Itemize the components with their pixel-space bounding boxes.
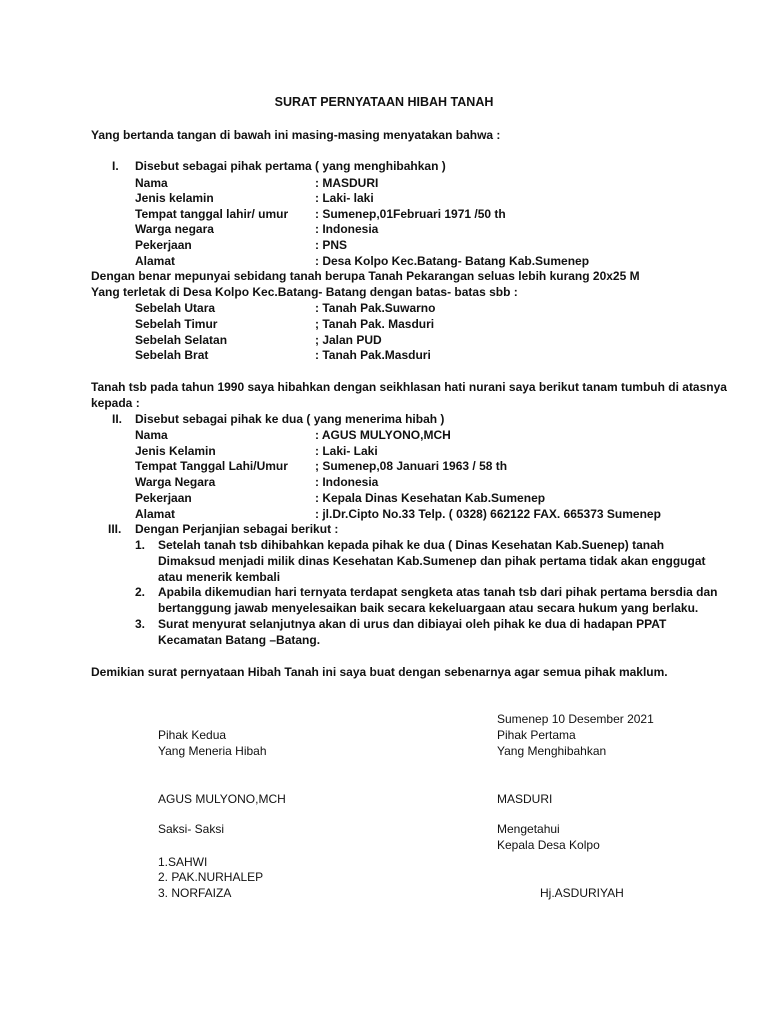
field-value: : AGUS MULYONO,MCH bbox=[315, 428, 451, 442]
village-head-title: Kepala Desa Kolpo bbox=[497, 838, 600, 852]
section1-field-occupation bbox=[135, 238, 695, 254]
field-label: Jenis Kelamin bbox=[135, 444, 216, 458]
section3-roman: III. bbox=[108, 522, 122, 536]
field-value: : Indonesia bbox=[315, 475, 379, 489]
section2-heading: Disebut sebagai pihak ke dua ( yang menerima hibah ) bbox=[135, 412, 445, 426]
field-label: Tempat tanggal lahir/ umur bbox=[135, 207, 289, 221]
second-party-name: AGUS MULYONO,MCH bbox=[158, 792, 286, 806]
field-value: : jl.Dr.Cipto No.33 Telp. ( 0328) 662122 FAX. 665373 Sumenep bbox=[315, 507, 661, 521]
boundary-value: ; Jalan PUD bbox=[315, 333, 382, 347]
boundary-east bbox=[135, 317, 695, 333]
boundary-west bbox=[135, 348, 695, 364]
section2-field-occupation bbox=[135, 491, 695, 507]
boundary-south bbox=[135, 333, 695, 349]
witness-3: 3. NORFAIZA bbox=[158, 886, 232, 900]
section2-field-name bbox=[135, 428, 695, 444]
first-party-name: MASDURI bbox=[497, 792, 553, 806]
agreement-item-1-line: Setelah tanah tsb dihibahkan kepada pihak ke dua ( Dinas Kesehatan Kab.Suenep) tanah bbox=[158, 538, 665, 552]
agreement-item-2-line: Apabila dikemudian hari ternyata terdapat sengketa atas tanah tsb dari pihak pertama bersdia dan bbox=[158, 585, 718, 599]
boundary-value: ; Tanah Pak. Masduri bbox=[315, 317, 435, 331]
agreement-item-1-line: atau menerik kembali bbox=[158, 570, 281, 584]
field-label: Nama bbox=[135, 428, 168, 442]
field-value: : MASDURI bbox=[315, 176, 379, 190]
boundary-value: : Tanah Pak.Suwarno bbox=[315, 301, 436, 315]
boundary-value: : Tanah Pak.Masduri bbox=[315, 348, 431, 362]
section1-roman: I. bbox=[112, 159, 119, 173]
agreement-item-3-line: Kecamatan Batang –Batang. bbox=[158, 633, 321, 647]
section1-field-address bbox=[135, 254, 695, 270]
field-label: Nama bbox=[135, 176, 168, 190]
field-label: Tempat Tanggal Lahi/Umur bbox=[135, 459, 288, 473]
place-date: Sumenep 10 Desember 2021 bbox=[497, 712, 654, 726]
first-party-subrole: Yang Menghibahkan bbox=[497, 744, 607, 758]
transfer-statement-cont: kepada : bbox=[91, 396, 140, 410]
witness-2: 2. PAK.NURHALEP bbox=[158, 870, 264, 884]
section3-heading: Dengan Perjanjian sebagai berikut : bbox=[135, 522, 339, 536]
witness-heading: Saksi- Saksi bbox=[158, 822, 225, 836]
field-value: : Kepala Dinas Kesehatan Kab.Sumenep bbox=[315, 491, 546, 505]
field-label: Warga negara bbox=[135, 222, 214, 236]
field-value: : Laki- laki bbox=[315, 191, 374, 205]
section1-heading: Disebut sebagai pihak pertama ( yang menghibahkan ) bbox=[135, 159, 446, 173]
section2-field-citizenship bbox=[135, 475, 695, 491]
section2-roman: II. bbox=[112, 412, 123, 426]
acknowledge-label: Mengetahui bbox=[497, 822, 560, 836]
land-location: Yang terletak di Desa Kolpo Kec.Batang- Batang dengan batas- batas sbb : bbox=[91, 285, 518, 299]
section1-field-name bbox=[135, 176, 695, 192]
field-label: Alamat bbox=[135, 507, 176, 521]
field-label: Pekerjaan bbox=[135, 491, 192, 505]
section1-field-birth bbox=[135, 207, 695, 223]
agreement-item-3-line: Surat menyurat selanjutnya akan di urus dan dibiayai oleh pihak ke dua di hadapan PPAT bbox=[158, 617, 667, 631]
section1-field-citizenship bbox=[135, 222, 695, 238]
section2-field-birth bbox=[135, 459, 695, 475]
land-description: Dengan benar mepunyai sebidang tanah berupa Tanah Pekarangan seluas lebih kurang 20x25 M bbox=[91, 269, 640, 283]
field-label: Jenis kelamin bbox=[135, 191, 214, 205]
intro-text: Yang bertanda tangan di bawah ini masing-masing menyatakan bahwa : bbox=[91, 128, 501, 142]
field-label: Alamat bbox=[135, 254, 176, 268]
boundary-north bbox=[135, 301, 695, 317]
boundary-label: Sebelah Timur bbox=[135, 317, 218, 331]
second-party-role: Pihak Kedua bbox=[158, 728, 227, 742]
first-party-role: Pihak Pertama bbox=[497, 728, 576, 742]
second-party-subrole: Yang Meneria Hibah bbox=[158, 744, 267, 758]
section2-field-gender bbox=[135, 444, 695, 460]
field-value: : Desa Kolpo Kec.Batang- Batang Kab.Sumenep bbox=[315, 254, 590, 268]
transfer-statement: Tanah tsb pada tahun 1990 saya hibahkan dengan seikhlasan hati nurani saya berikut tanam tumbuh di atasnya bbox=[91, 380, 727, 394]
agreement-item-2-number: 2. bbox=[135, 585, 146, 599]
section1-field-gender bbox=[135, 191, 695, 207]
agreement-item-1-line: Dimaksud menjadi milik dinas Kesehatan Kab.Sumenep dan pihak pertama tidak akan enggugat bbox=[158, 554, 706, 568]
section2-field-address bbox=[135, 507, 695, 523]
field-value: ; Sumenep,08 Januari 1963 / 58 th bbox=[315, 459, 508, 473]
boundary-label: Sebelah Brat bbox=[135, 348, 209, 362]
field-value: : Sumenep,01Februari 1971 /50 th bbox=[315, 207, 506, 221]
agreement-item-2-line: bertanggung jawab menyelesaikan baik secara kekeluargaan atau secara hukum yang berlaku. bbox=[158, 601, 699, 615]
field-label: Warga Negara bbox=[135, 475, 216, 489]
witness-1: 1.SAHWI bbox=[158, 855, 208, 869]
village-head-name: Hj.ASDURIYAH bbox=[540, 886, 624, 900]
agreement-item-3-number: 3. bbox=[135, 617, 146, 631]
boundary-label: Sebelah Selatan bbox=[135, 333, 228, 347]
closing-statement: Demikian surat pernyataan Hibah Tanah ini saya buat dengan sebenarnya agar semua pihak maklum. bbox=[91, 665, 668, 679]
field-value: : Laki- Laki bbox=[315, 444, 378, 458]
document-title: SURAT PERNYATAAN HIBAH TANAH bbox=[274, 95, 494, 109]
field-label: Pekerjaan bbox=[135, 238, 192, 252]
field-value: : Indonesia bbox=[315, 222, 379, 236]
field-value: : PNS bbox=[315, 238, 348, 252]
boundary-label: Sebelah Utara bbox=[135, 301, 216, 315]
agreement-item-1-number: 1. bbox=[135, 538, 146, 552]
